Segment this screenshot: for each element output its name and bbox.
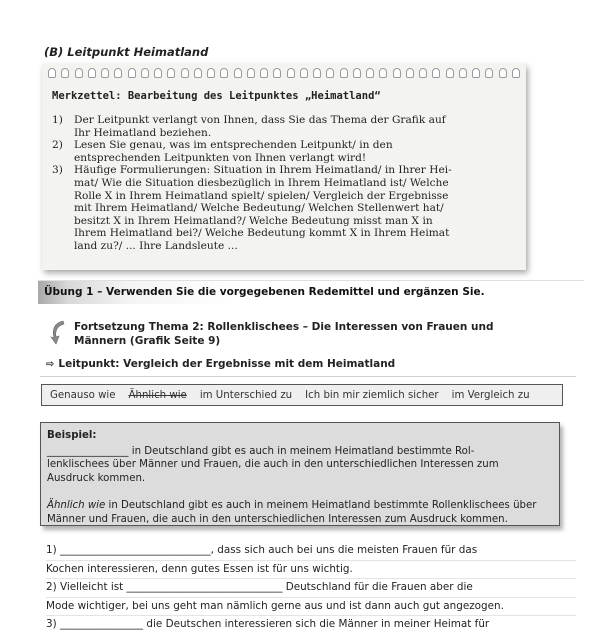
example-box [40, 422, 560, 526]
note-item: 2) Lesen Sie genau, was im entsprechenden Leitpunkt/ in den entsprechenden Leitpunkten von Ihnen verlangt wird! [52, 139, 393, 164]
sentence-line: Mode wichtiger, bei uns geht man nämlich gerne aus und ist dann auch gut angezogen. [46, 597, 576, 616]
exercise-title: Übung 1 – Verwenden Sie die vorgegebenen Redemittel und ergänzen Sie. [44, 286, 485, 298]
continue-arrow-icon [48, 318, 68, 346]
note-list [52, 114, 512, 253]
arrow-right-icon: ⇨ [46, 359, 55, 370]
word-option-used: Ähnlich wie [128, 389, 187, 401]
example-title: Beispiel: [47, 430, 97, 441]
note-item: 3) Häufige Formulierungen: Situation in Ihrem Heimatland/ in Ihrer Hei- mat/ Wie die Situation diesbezüglich in Ihrem Heimatland ist/ Welche Rolle X in Ihrem Heimatland spielt/ spielen/ Vergleich der Ergebnisse mit Ihrem Heimatland/ Welche Bedeutung/ Welchen Stellenwert hat/ besitzt X in Ihrem Heimatland?/ Welche Bedeutung misst man X in Ihrem Heimatland bei?/ Welche Bedeutung kommt X in Ihrem Heimat land zu?/ ... Ihre Landsleute ... [52, 164, 452, 252]
note-title: Merkzettel: Bearbeitung des Leitpunktes „Heimatland“ [52, 90, 381, 102]
word-option: Genauso wie [50, 389, 116, 401]
sentence-line: Kochen interessieren, denn gutes Essen ist für uns wichtig. [46, 560, 576, 579]
example-paragraph-solution: Ähnlich wie in Deutschland gibt es auch in meinem Heimatland bestimmte Rollenklischees über Männer und Frauen, die auch in den unterschiedlichen Interessen zum Ausdruck kommen. [47, 500, 537, 525]
leitpunkt-heading: ⇨ Leitpunkt: Vergleich der Ergebnisse mit dem Heimatland [46, 358, 396, 370]
word-option: im Vergleich zu [451, 389, 530, 401]
note-item: 1) Der Leitpunkt verlangt von Ihnen, dass Sie das Thema der Grafik auf Ihr Heimatland beziehen. [52, 114, 446, 139]
word-option: Ich bin mir ziemlich sicher [305, 389, 439, 401]
word-option: im Unterschied zu [199, 389, 293, 401]
word-box-area [40, 376, 576, 414]
exercise-bar [38, 280, 584, 304]
note-card [42, 64, 526, 270]
example-paragraph-blank: ________________ in Deutschland gibt es auch in meinem Heimatland bestimmte Rol- lenklischees über Männer und Frauen, die auch in den unterschiedlichen Interessen zum Ausdruck kommen. [47, 445, 499, 484]
continuation-title: Fortsetzung Thema 2: Rollenklischees – Die Interessen von Frauen und Männern (Grafik Seite 9) [74, 321, 494, 347]
sentence-line: 3) ________________ die Deutschen interessieren sich die Männer in meiner Heimat für [46, 615, 576, 634]
sentence-line: 2) Vielleicht ist ______________________________ Deutschland für die Frauen aber die [46, 578, 576, 597]
spiral-binding [48, 68, 520, 82]
section-heading: (B) Leitpunkt Heimatland [44, 45, 209, 59]
exercise-sentences [46, 542, 576, 634]
sentence-line: 1) _____________________________, dass sich auch bei uns die meisten Frauen für das [46, 544, 478, 556]
word-box [41, 384, 563, 406]
